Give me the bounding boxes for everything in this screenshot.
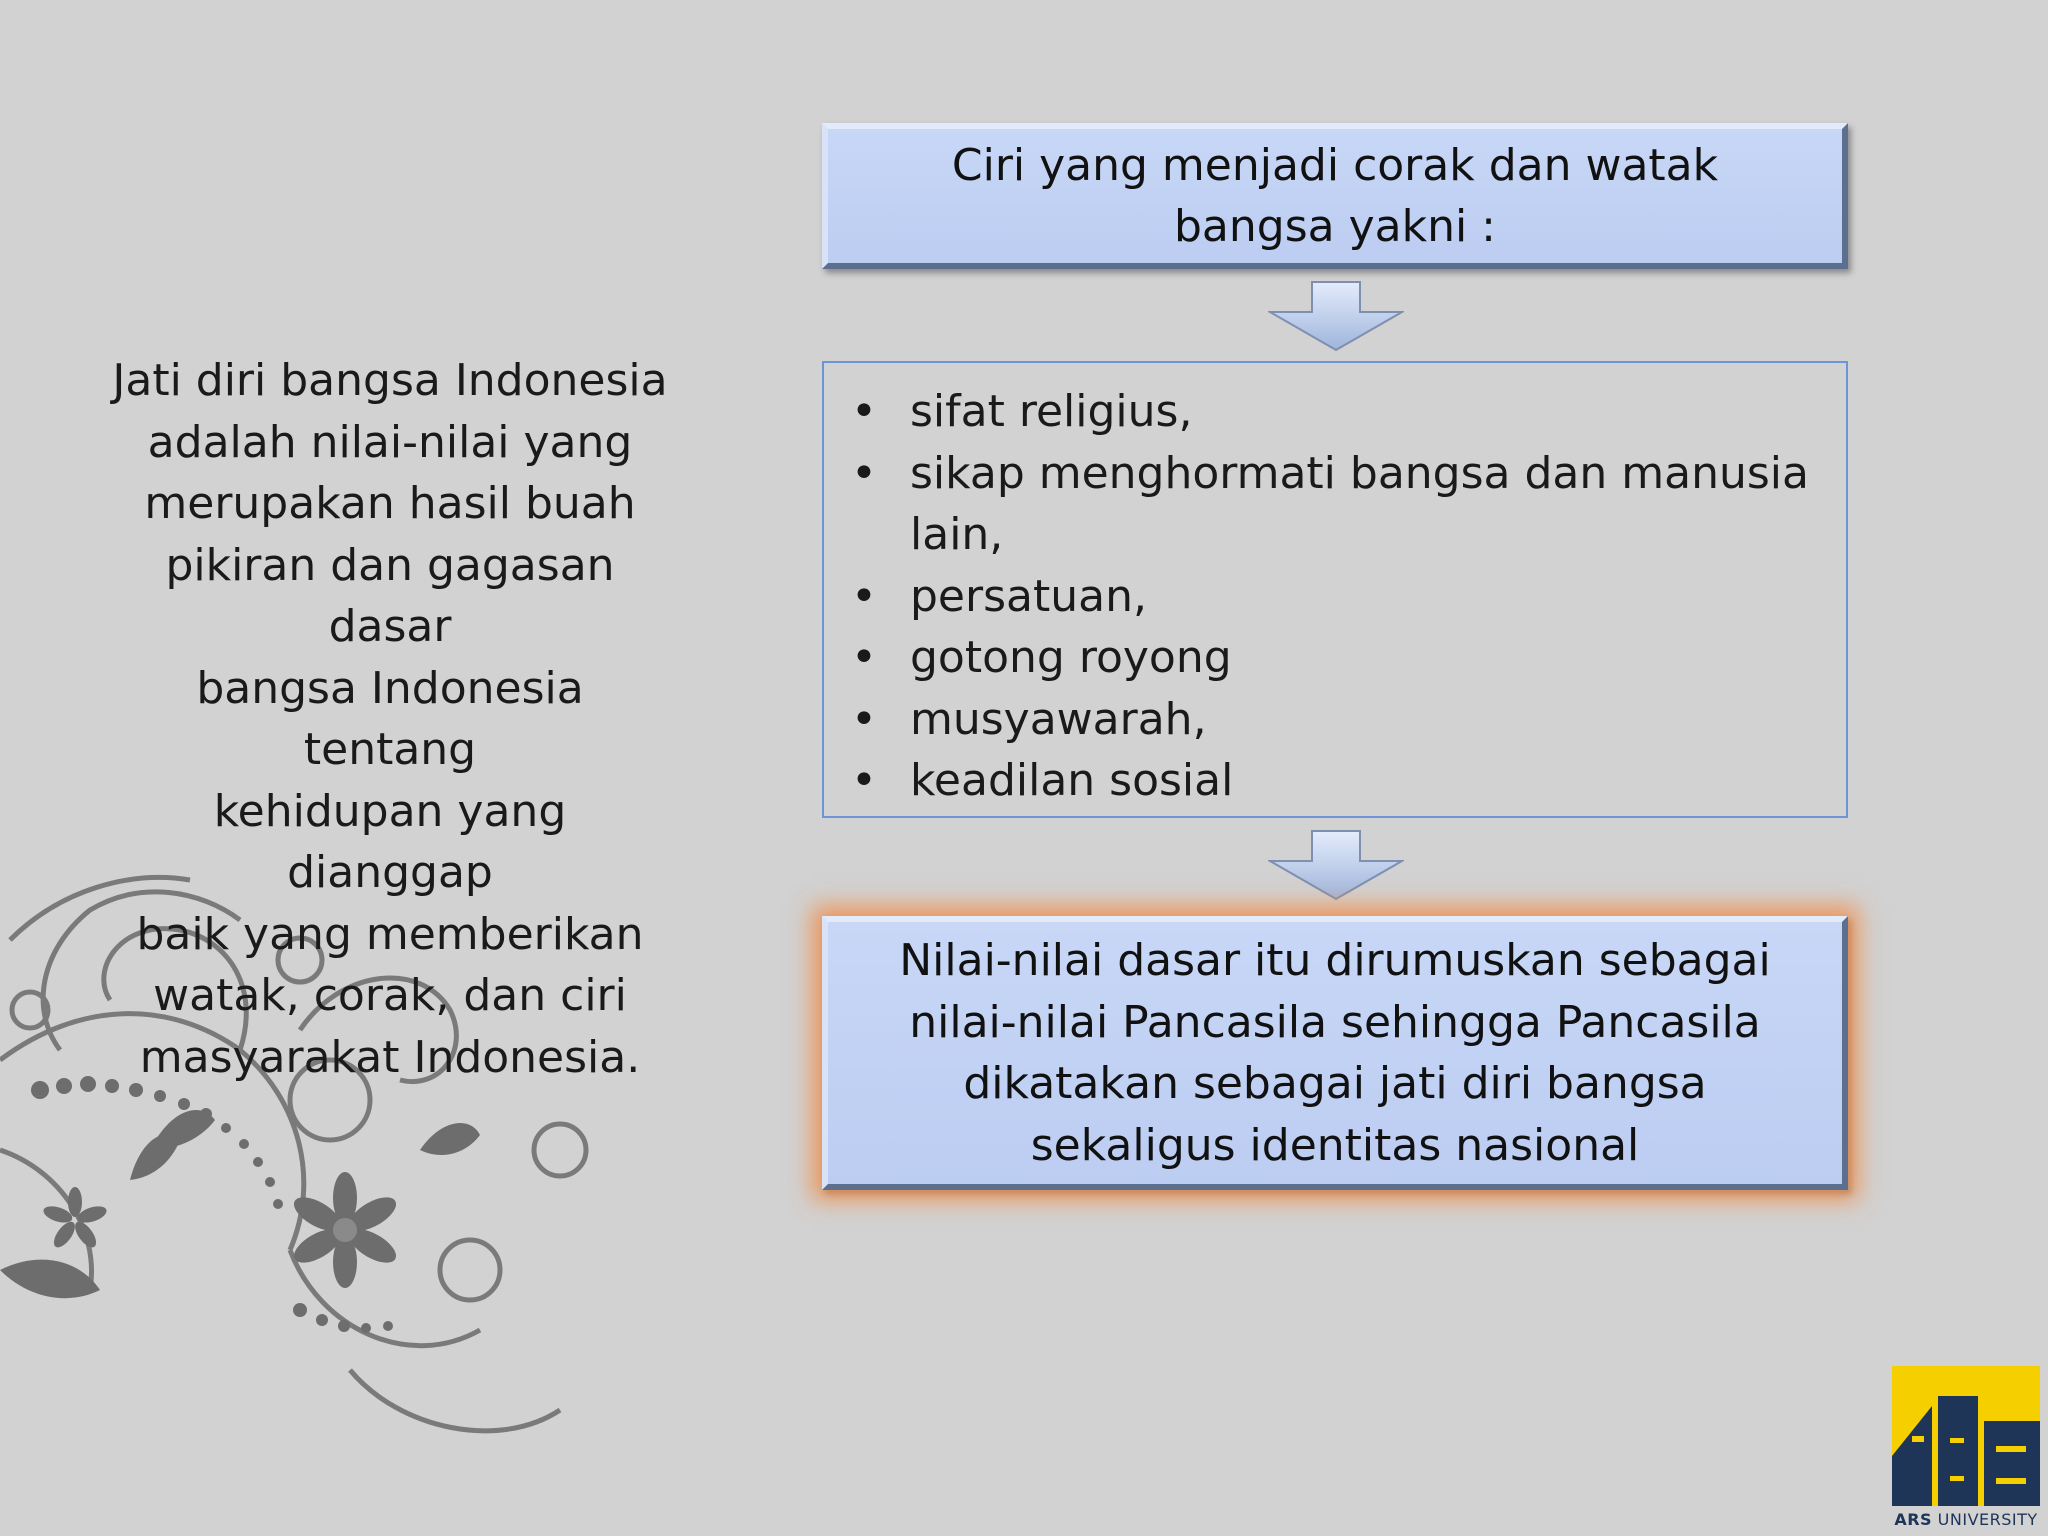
- list-item: • sikap menghormati bangsa dan manusia lain,: [851, 447, 1809, 560]
- bottom-box-text: Nilai-nilai dasar itu dirumuskan sebagai nilai-nilai Pancasila sehingga Pancasila dikatakan sebagai jati diri bangsa sekaligus identitas nasional: [899, 935, 1771, 1171]
- list-item: • persatuan,: [851, 570, 1147, 622]
- list-item: • sifat religius,: [851, 386, 1193, 437]
- ars-university-logo: [1892, 1366, 2040, 1532]
- list-item: • keadilan sosial: [851, 755, 1234, 806]
- list-item: • gotong royong: [851, 632, 1232, 683]
- list-item: • musyawarah,: [851, 693, 1207, 745]
- down-arrow-icon: [1268, 280, 1404, 352]
- characteristics-list: [824, 381, 1816, 812]
- top-box: [822, 123, 1848, 269]
- down-arrow-icon: [1268, 829, 1404, 901]
- top-box-text: Ciri yang menjadi corak dan watak bangsa yakni :: [951, 139, 1719, 252]
- left-description: Jati diri bangsa Indonesia adalah nilai-nilai yang merupakan hasil buah pikiran dan gagasan dasar bangsa Indonesia tentang kehidupan yang dianggap baik yang memberikan watak, corak, dan ciri masyarakat Indonesia.: [112, 355, 668, 1083]
- logo-caption: ARS UNIVERSITY: [1894, 1510, 2038, 1529]
- characteristics-list-box: [822, 361, 1848, 818]
- bottom-box: [822, 916, 1848, 1190]
